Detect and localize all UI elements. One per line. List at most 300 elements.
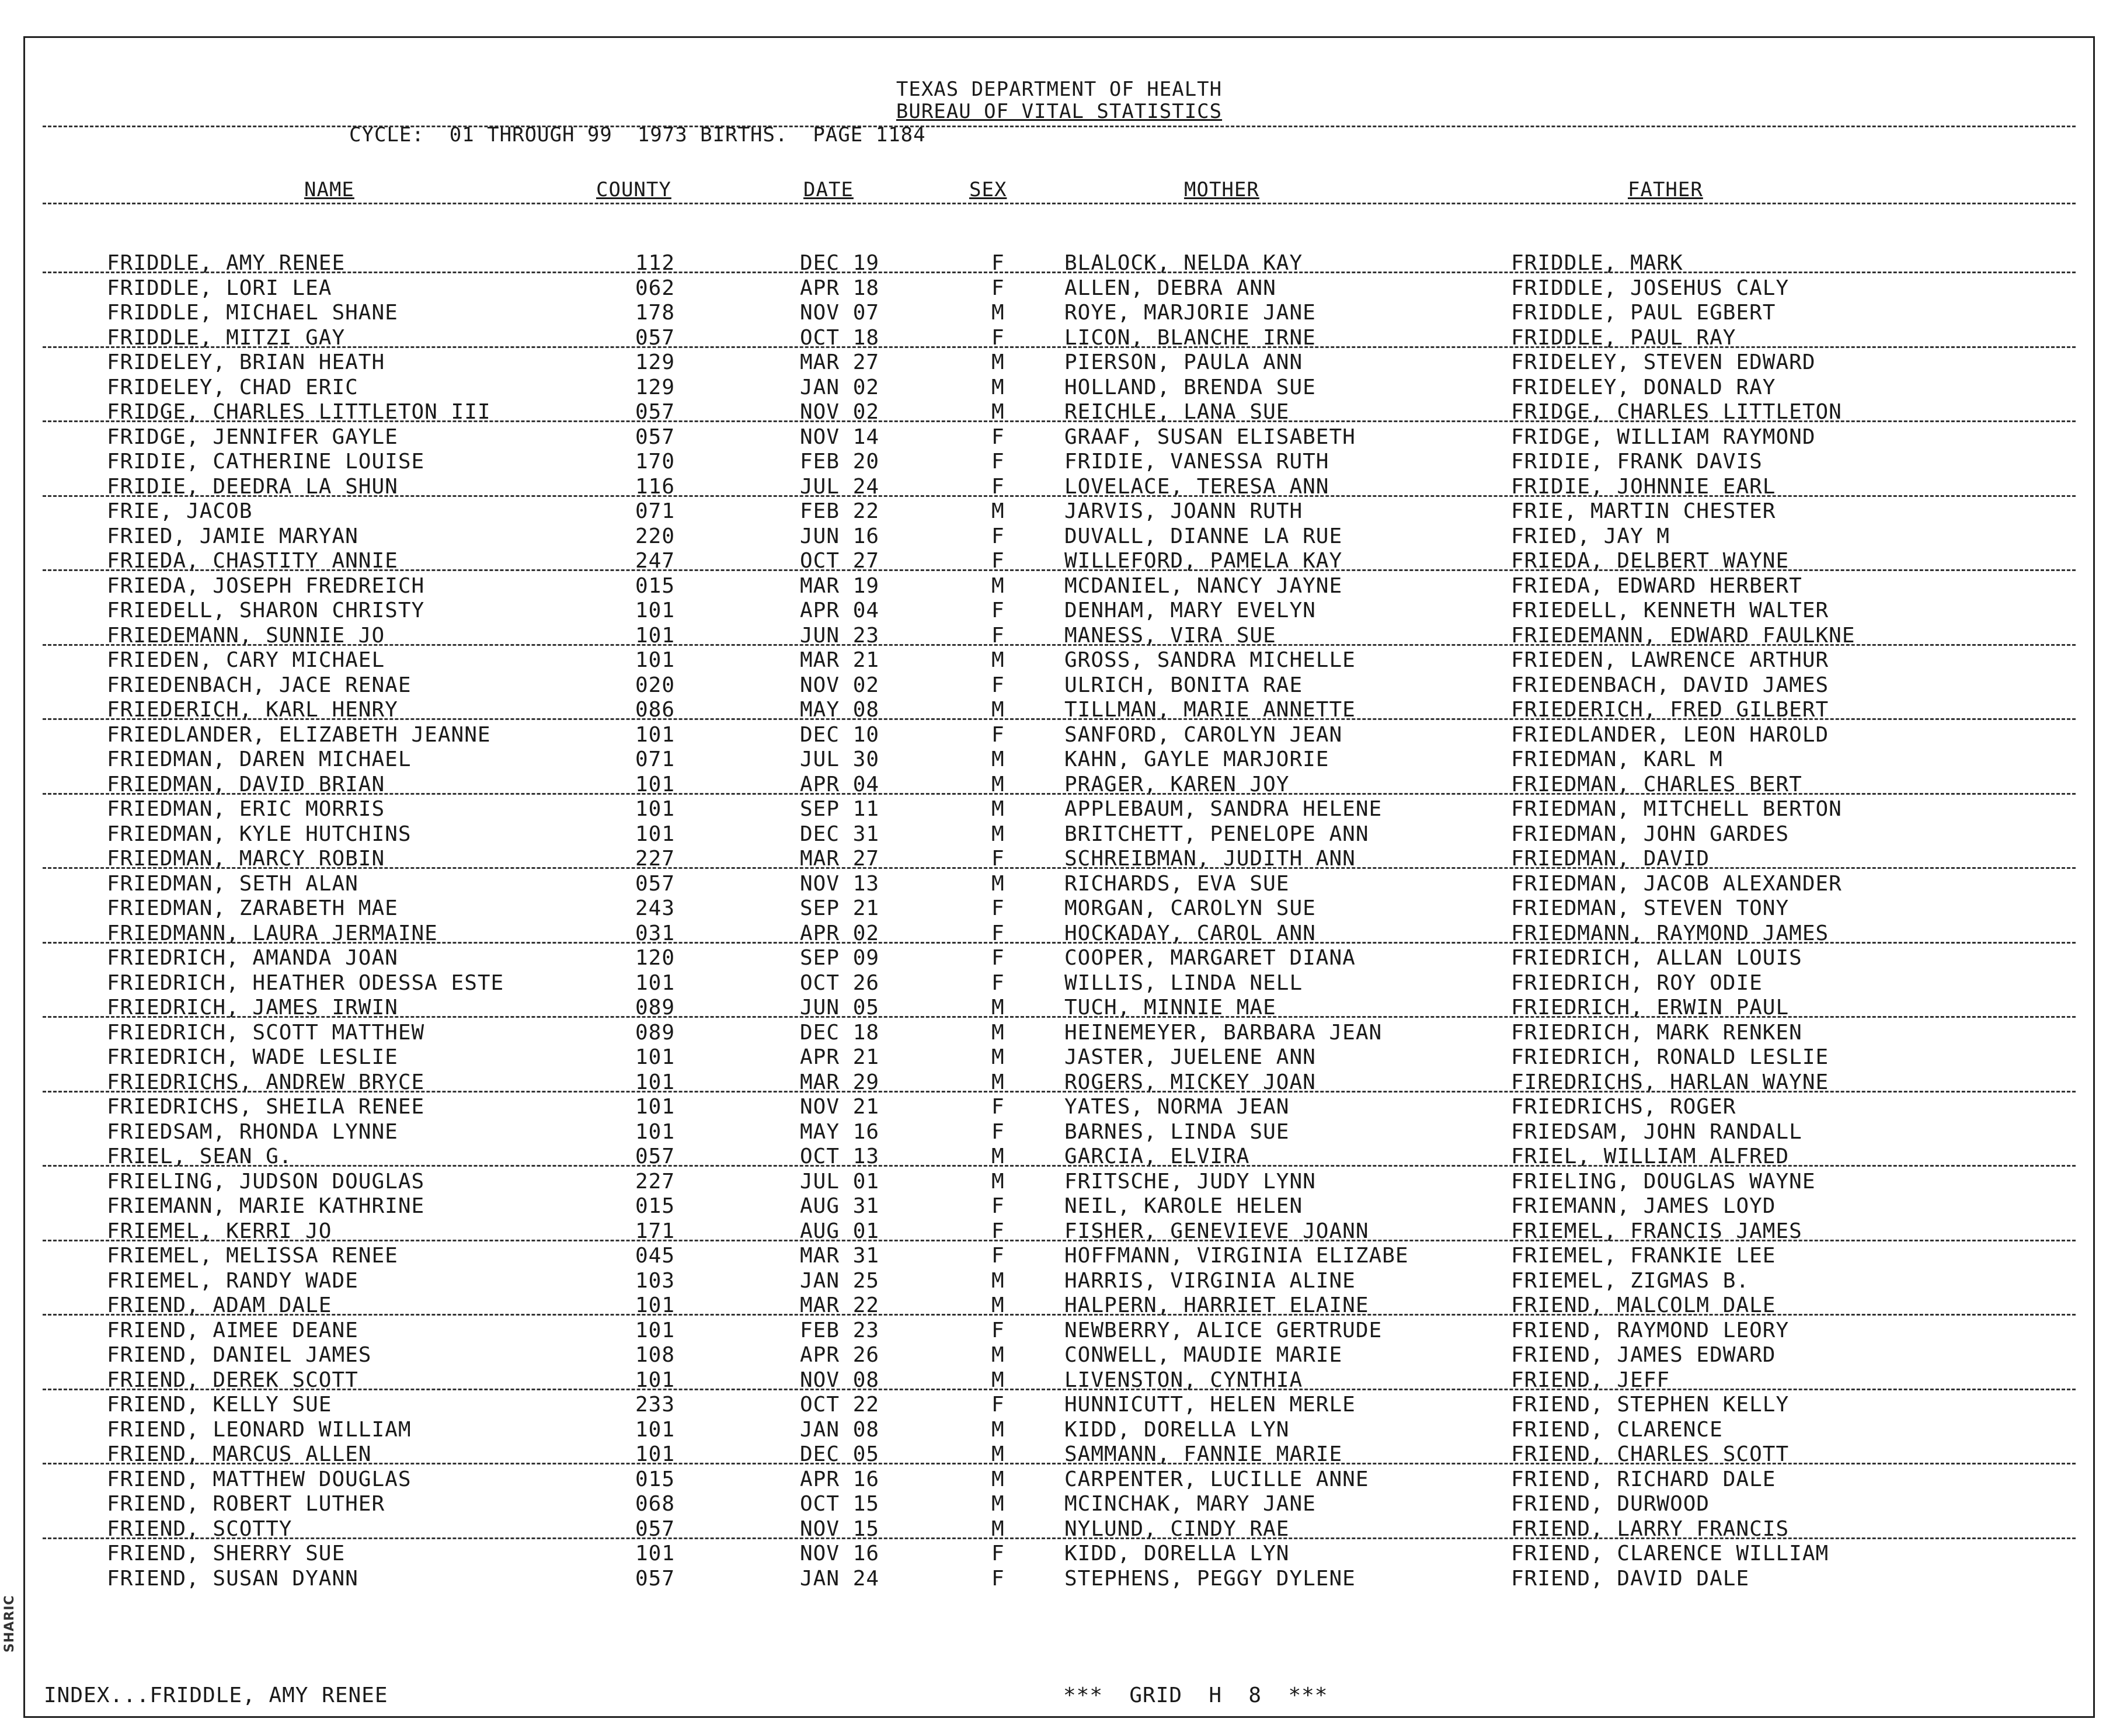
record-county: 057	[635, 425, 676, 449]
record-row	[25, 847, 2093, 872]
record-county: 220	[635, 524, 676, 548]
record-mother: APPLEBAUM, SANDRA HELENE	[1064, 797, 1383, 821]
record-name: FRIEND, DANIEL JAMES	[107, 1343, 372, 1367]
record-date: APR 04	[800, 599, 880, 622]
record-mother: MCDANIEL, NANCY JAYNE	[1064, 573, 1343, 598]
record-father: FRIEDMAN, JOHN GARDES	[1511, 822, 1790, 846]
record-county: 015	[635, 573, 676, 598]
record-row	[25, 326, 2093, 352]
record-county: 101	[635, 1119, 676, 1144]
record-county: 101	[635, 970, 676, 995]
record-name: FRIEDRICH, AMANDA JOAN	[107, 946, 398, 970]
record-sex: F	[991, 1566, 1005, 1591]
record-county: 020	[635, 673, 676, 697]
record-date: MAR 31	[800, 1244, 880, 1268]
record-county: 116	[635, 474, 676, 499]
record-county: 071	[635, 747, 676, 771]
record-date: JUL 30	[800, 747, 880, 771]
record-county: 120	[635, 946, 676, 970]
record-sex: M	[991, 1368, 1005, 1392]
record-county: 171	[635, 1219, 676, 1243]
record-father: FRIEND, CLARENCE WILLIAM	[1511, 1542, 1829, 1565]
record-sex: M	[991, 499, 1005, 523]
record-mother: FRITSCHE, JUDY LYNN	[1064, 1169, 1316, 1194]
record-sex: F	[991, 425, 1005, 449]
record-mother: BRITCHETT, PENELOPE ANN	[1064, 822, 1369, 846]
record-name: FRIED, JAMIE MARYAN	[107, 524, 358, 548]
record-name: FRIEND, SUSAN DYANN	[107, 1566, 358, 1591]
record-mother: MANESS, VIRA SUE	[1064, 623, 1276, 648]
record-name: FRIEND, ROBERT LUTHER	[107, 1492, 385, 1516]
record-father: FRIEND, STEPHEN KELLY	[1511, 1393, 1790, 1417]
records-list	[25, 252, 2093, 1592]
record-father: FRIEMANN, JAMES LOYD	[1511, 1194, 1776, 1218]
record-row	[25, 897, 2093, 922]
record-row	[25, 1468, 2093, 1493]
record-mother: COOPER, MARGARET DIANA	[1064, 946, 1356, 970]
record-father: FRIEDA, DELBERT WAYNE	[1511, 549, 1790, 573]
record-mother: PIERSON, PAULA ANN	[1064, 350, 1303, 374]
record-row	[25, 1443, 2093, 1468]
record-county: 108	[635, 1343, 676, 1367]
record-name: FRIEDENBACH, JACE RENAE	[107, 673, 412, 697]
record-county: 015	[635, 1194, 676, 1218]
record-sex: M	[991, 1343, 1005, 1367]
record-name: FRIDDLE, AMY RENEE	[107, 251, 346, 275]
record-county: 057	[635, 325, 676, 350]
record-name: FRIEMEL, MELISSA RENEE	[107, 1244, 398, 1268]
record-mother: MORGAN, CAROLYN SUE	[1064, 896, 1316, 920]
record-date: DEC 19	[800, 251, 880, 275]
record-date: FEB 20	[800, 450, 880, 474]
record-date: APR 02	[800, 921, 880, 945]
record-date: OCT 27	[800, 549, 880, 573]
record-sex: M	[991, 747, 1005, 771]
record-father: FRIEDRICH, ERWIN PAUL	[1511, 996, 1790, 1020]
record-row	[25, 475, 2093, 500]
record-name: FRIEDMAN, DAVID BRIAN	[107, 772, 385, 796]
record-row	[25, 996, 2093, 1021]
record-date: AUG 01	[800, 1219, 880, 1243]
record-sex: M	[991, 996, 1005, 1020]
record-date: DEC 18	[800, 1020, 880, 1045]
record-row	[25, 798, 2093, 823]
record-row	[25, 698, 2093, 723]
record-sex: F	[991, 251, 1005, 275]
record-county: 101	[635, 1293, 676, 1317]
column-header-date: DATE	[803, 178, 854, 201]
record-father: FRIEDMANN, RAYMOND JAMES	[1511, 921, 1829, 945]
record-father: FRIEDMAN, KARL M	[1511, 747, 1723, 771]
record-name: FRIDELEY, CHAD ERIC	[107, 375, 358, 399]
record-row	[25, 1344, 2093, 1369]
record-row	[25, 599, 2093, 624]
record-sex: M	[991, 1045, 1005, 1069]
record-county: 101	[635, 623, 676, 648]
record-row	[25, 549, 2093, 575]
record-row	[25, 649, 2093, 674]
record-mother: LICON, BLANCHE IRNE	[1064, 325, 1316, 350]
record-name: FRIELING, JUDSON DOUGLAS	[107, 1169, 425, 1194]
record-mother: DUVALL, DIANNE LA RUE	[1064, 524, 1343, 548]
record-name: FRIEND, LEONARD WILLIAM	[107, 1417, 412, 1442]
record-mother: LOVELACE, TERESA ANN	[1064, 474, 1329, 499]
record-sex: F	[991, 1194, 1005, 1218]
record-date: NOV 08	[800, 1368, 880, 1392]
record-name: FRIEND, AIMEE DEANE	[107, 1318, 358, 1342]
record-date: JAN 24	[800, 1566, 880, 1591]
record-father: FRIEND, CLARENCE	[1511, 1417, 1723, 1442]
record-mother: BLALOCK, NELDA KAY	[1064, 251, 1303, 275]
record-name: FRIEDRICHS, SHEILA RENEE	[107, 1095, 425, 1119]
record-name: FRIEDEN, CARY MICHAEL	[107, 648, 385, 672]
record-row	[25, 525, 2093, 550]
record-mother: BARNES, LINDA SUE	[1064, 1119, 1290, 1144]
record-date: FEB 22	[800, 499, 880, 523]
record-county: 057	[635, 871, 676, 896]
record-father: FRIEDELL, KENNETH WALTER	[1511, 599, 1829, 622]
record-mother: ROYE, MARJORIE JANE	[1064, 301, 1316, 325]
record-name: FRIEDMAN, DAREN MICHAEL	[107, 747, 412, 771]
column-header-mother: MOTHER	[1184, 178, 1259, 201]
record-mother: GRAAF, SUSAN ELISABETH	[1064, 425, 1356, 449]
record-row	[25, 773, 2093, 798]
record-mother: MCINCHAK, MARY JANE	[1064, 1492, 1316, 1516]
record-sex: M	[991, 1516, 1005, 1541]
record-father: FRIDIE, FRANK DAVIS	[1511, 450, 1763, 474]
record-county: 170	[635, 450, 676, 474]
record-date: APR 16	[800, 1467, 880, 1491]
record-county: 243	[635, 896, 676, 920]
record-sex: F	[991, 970, 1005, 995]
record-date: MAR 19	[800, 573, 880, 598]
record-name: FRIEDRICH, SCOTT MATTHEW	[107, 1020, 425, 1045]
record-date: NOV 16	[800, 1542, 880, 1565]
record-mother: HARRIS, VIRGINIA ALINE	[1064, 1268, 1356, 1293]
record-sex: F	[991, 276, 1005, 300]
record-father: FRIED, JAY M	[1511, 524, 1670, 548]
record-father: FRIEND, MALCOLM DALE	[1511, 1293, 1776, 1317]
record-sex: F	[991, 599, 1005, 622]
record-mother: HALPERN, HARRIET ELAINE	[1064, 1293, 1369, 1317]
record-name: FRIEDRICH, HEATHER ODESSA ESTE	[107, 970, 504, 995]
record-father: FRIEND, DURWOOD	[1511, 1492, 1710, 1516]
record-name: FRIEND, MARCUS ALLEN	[107, 1442, 372, 1466]
record-date: NOV 13	[800, 871, 880, 896]
record-father: FRIEDERICH, FRED GILBERT	[1511, 698, 1829, 722]
record-county: 101	[635, 1417, 676, 1442]
record-row	[25, 1145, 2093, 1170]
record-father: FRIEDRICH, ROY ODIE	[1511, 970, 1763, 995]
record-sex: M	[991, 772, 1005, 796]
grid-footer: *** GRID H 8 ***	[1063, 1683, 1328, 1707]
record-mother: DENHAM, MARY EVELYN	[1064, 599, 1316, 622]
record-county: 031	[635, 921, 676, 945]
record-name: FRIDIE, CATHERINE LOUISE	[107, 450, 425, 474]
record-father: FRIEDMAN, CHARLES BERT	[1511, 772, 1802, 796]
record-name: FRIDGE, CHARLES LITTLETON III	[107, 400, 491, 424]
record-name: FRIDIE, DEEDRA LA SHUN	[107, 474, 398, 499]
record-date: NOV 02	[800, 400, 880, 424]
record-county: 057	[635, 1144, 676, 1168]
record-date: SEP 21	[800, 896, 880, 920]
record-mother: WILLEFORD, PAMELA KAY	[1064, 549, 1343, 573]
record-row	[25, 1220, 2093, 1245]
record-county: 101	[635, 797, 676, 821]
record-mother: TUCH, MINNIE MAE	[1064, 996, 1276, 1020]
record-name: FRIE, JACOB	[107, 499, 253, 523]
record-mother: NYLUND, CINDY RAE	[1064, 1516, 1290, 1541]
record-date: FEB 23	[800, 1318, 880, 1342]
record-date: MAR 27	[800, 350, 880, 374]
record-date: OCT 22	[800, 1393, 880, 1417]
record-row	[25, 450, 2093, 475]
agency-title: TEXAS DEPARTMENT OF HEALTH	[896, 78, 1223, 101]
record-row	[25, 1369, 2093, 1394]
record-date: JAN 02	[800, 375, 880, 399]
cycle-line: CYCLE: 01 THROUGH 99 1973 BIRTHS. PAGE 1184	[349, 123, 926, 147]
record-county: 101	[635, 1070, 676, 1094]
record-sex: F	[991, 549, 1005, 573]
record-sex: F	[991, 1393, 1005, 1417]
record-date: NOV 14	[800, 425, 880, 449]
record-name: FRIEMEL, KERRI JO	[107, 1219, 332, 1243]
record-county: 045	[635, 1244, 676, 1268]
record-father: FRIEND, JEFF	[1511, 1368, 1670, 1392]
record-mother: FRIDIE, VANESSA RUTH	[1064, 450, 1329, 474]
record-sex: F	[991, 921, 1005, 945]
record-county: 062	[635, 276, 676, 300]
record-sex: F	[991, 1119, 1005, 1144]
record-father: FRIE, MARTIN CHESTER	[1511, 499, 1776, 523]
record-father: FRIEDRICH, RONALD LESLIE	[1511, 1045, 1829, 1069]
record-father: FRIEL, WILLIAM ALFRED	[1511, 1144, 1790, 1168]
record-mother: JARVIS, JOANN RUTH	[1064, 499, 1303, 523]
record-sex: F	[991, 1219, 1005, 1243]
record-county: 227	[635, 847, 676, 871]
record-mother: REICHLE, LANA SUE	[1064, 400, 1290, 424]
record-mother: WILLIS, LINDA NELL	[1064, 970, 1303, 995]
record-mother: HUNNICUTT, HELEN MERLE	[1064, 1393, 1356, 1417]
record-father: FRIEDMAN, DAVID	[1511, 847, 1710, 871]
record-sex: M	[991, 1070, 1005, 1094]
record-name: FRIEDELL, SHARON CHRISTY	[107, 599, 425, 622]
record-county: 112	[635, 251, 676, 275]
record-row	[25, 1095, 2093, 1121]
record-name: FRIEMEL, RANDY WADE	[107, 1268, 358, 1293]
record-date: OCT 15	[800, 1492, 880, 1516]
record-father: FRIEDLANDER, LEON HAROLD	[1511, 722, 1829, 747]
record-name: FRIEND, SHERRY SUE	[107, 1542, 346, 1565]
record-sex: M	[991, 797, 1005, 821]
record-sex: M	[991, 1144, 1005, 1168]
record-row	[25, 277, 2093, 302]
record-father: FRIEDMAN, STEVEN TONY	[1511, 896, 1790, 920]
record-mother: HOFFMANN, VIRGINIA ELIZABE	[1064, 1244, 1409, 1268]
record-mother: ROGERS, MICKEY JOAN	[1064, 1070, 1316, 1094]
record-date: MAR 29	[800, 1070, 880, 1094]
record-father: FRIDDLE, JOSEHUS CALY	[1511, 276, 1790, 300]
record-date: DEC 10	[800, 722, 880, 747]
record-name: FRIEL, SEAN G.	[107, 1144, 293, 1168]
record-row	[25, 1518, 2093, 1543]
record-sex: M	[991, 400, 1005, 424]
record-date: OCT 26	[800, 970, 880, 995]
record-father: FRIEDENBACH, DAVID JAMES	[1511, 673, 1829, 697]
record-mother: RICHARDS, EVA SUE	[1064, 871, 1290, 896]
record-name: FRIEDSAM, RHONDA LYNNE	[107, 1119, 398, 1144]
column-header-father: FATHER	[1628, 178, 1703, 201]
record-sex: F	[991, 325, 1005, 350]
record-row	[25, 1269, 2093, 1295]
record-county: 086	[635, 698, 676, 722]
record-mother: HEINEMEYER, BARBARA JEAN	[1064, 1020, 1383, 1045]
record-sex: F	[991, 1244, 1005, 1268]
record-date: APR 18	[800, 276, 880, 300]
record-county: 101	[635, 1318, 676, 1342]
record-date: SEP 11	[800, 797, 880, 821]
header-rule	[43, 126, 2076, 127]
record-sex: M	[991, 350, 1005, 374]
column-header-sex: SEX	[969, 178, 1007, 201]
record-father: FRIDGE, CHARLES LITTLETON	[1511, 400, 1842, 424]
record-mother: KIDD, DORELLA LYN	[1064, 1542, 1290, 1565]
column-header-rule	[43, 203, 2076, 204]
record-date: MAR 21	[800, 648, 880, 672]
record-father: FRIEDMAN, MITCHELL BERTON	[1511, 797, 1842, 821]
record-name: FRIEDMAN, ZARABETH MAE	[107, 896, 398, 920]
record-row	[25, 376, 2093, 401]
record-row	[25, 575, 2093, 600]
record-date: MAR 27	[800, 847, 880, 871]
record-row	[25, 1170, 2093, 1195]
record-county: 101	[635, 822, 676, 846]
record-sex: F	[991, 1542, 1005, 1565]
record-sex: M	[991, 1467, 1005, 1491]
record-mother: ULRICH, BONITA RAE	[1064, 673, 1303, 697]
record-father: FRIEDSAM, JOHN RANDALL	[1511, 1119, 1802, 1144]
record-mother: SANFORD, CAROLYN JEAN	[1064, 722, 1343, 747]
record-name: FRIEDERICH, KARL HENRY	[107, 698, 398, 722]
record-name: FRIEND, SCOTTY	[107, 1516, 293, 1541]
record-county: 233	[635, 1393, 676, 1417]
record-father: FRIEDA, EDWARD HERBERT	[1511, 573, 1802, 598]
record-row	[25, 1244, 2093, 1269]
record-sex: M	[991, 301, 1005, 325]
record-county: 101	[635, 1442, 676, 1466]
record-name: FRIEDMAN, ERIC MORRIS	[107, 797, 385, 821]
record-county: 057	[635, 400, 676, 424]
record-county: 129	[635, 350, 676, 374]
record-sex: F	[991, 450, 1005, 474]
record-county: 089	[635, 1020, 676, 1045]
record-date: APR 21	[800, 1045, 880, 1069]
record-name: FRIDGE, JENNIFER GAYLE	[107, 425, 398, 449]
record-father: FRIDDLE, PAUL RAY	[1511, 325, 1736, 350]
record-sex: F	[991, 673, 1005, 697]
record-date: OCT 18	[800, 325, 880, 350]
record-father: FRIEND, RICHARD DALE	[1511, 1467, 1776, 1491]
record-date: JUL 24	[800, 474, 880, 499]
record-sex: M	[991, 698, 1005, 722]
record-date: OCT 13	[800, 1144, 880, 1168]
record-father: FRIEND, RAYMOND LEORY	[1511, 1318, 1790, 1342]
record-row	[25, 351, 2093, 376]
record-name: FRIEDMAN, KYLE HUTCHINS	[107, 822, 412, 846]
record-row	[25, 947, 2093, 972]
record-row	[25, 922, 2093, 947]
column-header-name: NAME	[304, 178, 354, 201]
record-father: FRIEDEN, LAWRENCE ARTHUR	[1511, 648, 1829, 672]
record-name: FRIEDMANN, LAURA JERMAINE	[107, 921, 438, 945]
record-row	[25, 872, 2093, 897]
record-father: FRIELING, DOUGLAS WAYNE	[1511, 1169, 1816, 1194]
record-row	[25, 1195, 2093, 1220]
record-row	[25, 1393, 2093, 1418]
record-row	[25, 252, 2093, 277]
record-county: 057	[635, 1566, 676, 1591]
record-father: FRIDIE, JOHNNIE EARL	[1511, 474, 1776, 499]
record-sex: M	[991, 871, 1005, 896]
record-sex: F	[991, 474, 1005, 499]
record-county: 129	[635, 375, 676, 399]
record-county: 071	[635, 499, 676, 523]
record-sex: F	[991, 1318, 1005, 1342]
record-name: FRIEDRICH, JAMES IRWIN	[107, 996, 398, 1020]
record-name: FRIEND, DEREK SCOTT	[107, 1368, 358, 1392]
record-county: 057	[635, 1516, 676, 1541]
record-date: NOV 21	[800, 1095, 880, 1119]
record-father: FRIEND, CHARLES SCOTT	[1511, 1442, 1790, 1466]
column-header-county: COUNTY	[596, 178, 671, 201]
record-county: 101	[635, 648, 676, 672]
record-row	[25, 1121, 2093, 1146]
record-mother: FISHER, GENEVIEVE JOANN	[1064, 1219, 1369, 1243]
record-county: 227	[635, 1169, 676, 1194]
record-mother: HOLLAND, BRENDA SUE	[1064, 375, 1316, 399]
record-date: APR 26	[800, 1343, 880, 1367]
record-date: JAN 25	[800, 1268, 880, 1293]
record-sex: M	[991, 1417, 1005, 1442]
record-date: NOV 15	[800, 1516, 880, 1541]
record-sex: M	[991, 1169, 1005, 1194]
record-sex: M	[991, 1293, 1005, 1317]
record-name: FRIEND, ADAM DALE	[107, 1293, 332, 1317]
record-county: 101	[635, 599, 676, 622]
record-county: 101	[635, 722, 676, 747]
record-name: FRIEMANN, MARIE KATHRINE	[107, 1194, 425, 1218]
record-county: 015	[635, 1467, 676, 1491]
record-name: FRIDDLE, LORI LEA	[107, 276, 332, 300]
record-sex: F	[991, 623, 1005, 648]
record-name: FRIEDA, JOSEPH FREDREICH	[107, 573, 425, 598]
record-sex: M	[991, 648, 1005, 672]
record-date: MAY 08	[800, 698, 880, 722]
record-father: FRIEND, JAMES EDWARD	[1511, 1343, 1776, 1367]
record-sex: M	[991, 1268, 1005, 1293]
record-mother: LIVENSTON, CYNTHIA	[1064, 1368, 1303, 1392]
record-date: DEC 05	[800, 1442, 880, 1466]
record-father: FRIDDLE, PAUL EGBERT	[1511, 301, 1776, 325]
record-sex: F	[991, 1095, 1005, 1119]
record-mother: YATES, NORMA JEAN	[1064, 1095, 1290, 1119]
record-date: NOV 02	[800, 673, 880, 697]
record-county: 101	[635, 1368, 676, 1392]
record-row	[25, 1294, 2093, 1319]
record-father: FRIEND, DAVID DALE	[1511, 1566, 1750, 1591]
record-mother: SAMMANN, FANNIE MARIE	[1064, 1442, 1343, 1466]
record-father: FRIDGE, WILLIAM RAYMOND	[1511, 425, 1816, 449]
